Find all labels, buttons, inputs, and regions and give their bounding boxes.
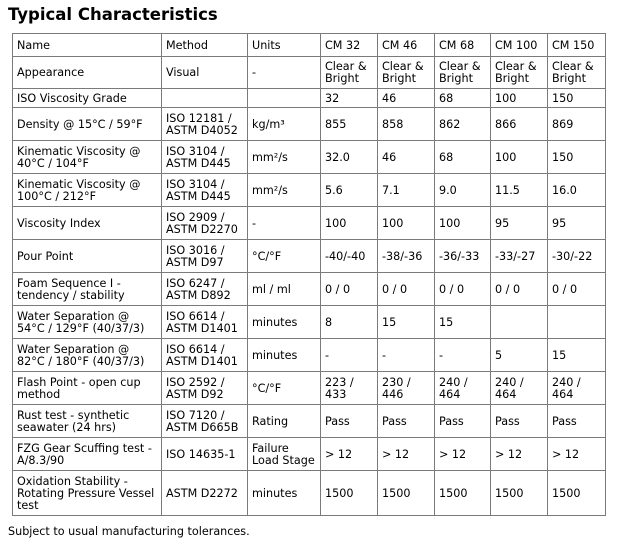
cell-cm46: 46 — [378, 89, 435, 108]
cell-cm100: 240 / 464 — [491, 372, 548, 405]
table-row — [13, 471, 606, 516]
table-row — [13, 306, 606, 339]
cell-cm68: 100 — [435, 207, 491, 240]
cell-cm100: 95 — [491, 207, 548, 240]
cell-cm68: 0 / 0 — [435, 273, 491, 306]
cell-name: Kinematic Viscosity @ 100°C / 212°F — [13, 174, 162, 207]
cell-name: Pour Point — [13, 240, 162, 273]
cell-cm100: 100 — [491, 141, 548, 174]
cell-method: ISO 14635-1 — [162, 438, 248, 471]
cell-cm68: > 12 — [435, 438, 491, 471]
table-row — [13, 438, 606, 471]
cell-cm46: 46 — [378, 141, 435, 174]
cell-cm68: 68 — [435, 141, 491, 174]
cell-units: - — [248, 57, 321, 89]
cell-cm32: > 12 — [321, 438, 378, 471]
table-row — [13, 273, 606, 306]
cell-cm46: 0 / 0 — [378, 273, 435, 306]
section-title: Typical Characteristics — [8, 5, 218, 24]
cell-name: Water Separation @ 54°C / 129°F (40/37/3) — [13, 306, 162, 339]
cell-cm100: 100 — [491, 89, 548, 108]
cell-cm68: -36/-33 — [435, 240, 491, 273]
cell-cm150: 1500 — [548, 471, 606, 516]
cell-method: ISO 6614 / ASTM D1401 — [162, 339, 248, 372]
cell-name: Rust test - synthetic seawater (24 hrs) — [13, 405, 162, 438]
cell-cm32: -40/-40 — [321, 240, 378, 273]
cell-cm46: 858 — [378, 108, 435, 141]
cell-cm100 — [491, 306, 548, 339]
cell-units: °C/°F — [248, 240, 321, 273]
cell-cm46: Clear & Bright — [378, 57, 435, 89]
table-row — [13, 240, 606, 273]
cell-cm32: - — [321, 339, 378, 372]
cell-cm46: > 12 — [378, 438, 435, 471]
cell-method: ISO 2909 / ASTM D2270 — [162, 207, 248, 240]
cell-cm100: 866 — [491, 108, 548, 141]
cell-cm150: 16.0 — [548, 174, 606, 207]
cell-name: Water Separation @ 82°C / 180°F (40/37/3) — [13, 339, 162, 372]
cell-name: Flash Point - open cup method — [13, 372, 162, 405]
cell-cm150: 869 — [548, 108, 606, 141]
table-row — [13, 89, 606, 108]
cell-cm150: 95 — [548, 207, 606, 240]
cell-method: ASTM D2272 — [162, 471, 248, 516]
cell-name: Density @ 15°C / 59°F — [13, 108, 162, 141]
cell-method: ISO 3104 / ASTM D445 — [162, 141, 248, 174]
cell-cm32: Pass — [321, 405, 378, 438]
cell-cm32: 855 — [321, 108, 378, 141]
cell-cm100: 0 / 0 — [491, 273, 548, 306]
cell-cm68: 9.0 — [435, 174, 491, 207]
table-row — [13, 174, 606, 207]
cell-name: Oxidation Stability - Rotating Pressure Vessel test — [13, 471, 162, 516]
cell-cm68: Clear & Bright — [435, 57, 491, 89]
header-cell-name: Name — [13, 34, 162, 57]
table-row — [13, 141, 606, 174]
cell-units: minutes — [248, 471, 321, 516]
header-cell-cm100: CM 100 — [491, 34, 548, 57]
cell-cm46: 230 / 446 — [378, 372, 435, 405]
cell-cm46: 15 — [378, 306, 435, 339]
header-cell-cm32: CM 32 — [321, 34, 378, 57]
cell-method: ISO 7120 / ASTM D665B — [162, 405, 248, 438]
table-row — [13, 339, 606, 372]
cell-units: mm²/s — [248, 174, 321, 207]
cell-cm68: 1500 — [435, 471, 491, 516]
cell-cm32: 5.6 — [321, 174, 378, 207]
cell-cm46: -38/-36 — [378, 240, 435, 273]
cell-cm150: 240 / 464 — [548, 372, 606, 405]
cell-cm68: 15 — [435, 306, 491, 339]
cell-cm100: > 12 — [491, 438, 548, 471]
cell-method: ISO 2592 / ASTM D92 — [162, 372, 248, 405]
cell-cm150: 15 — [548, 339, 606, 372]
cell-units: minutes — [248, 339, 321, 372]
cell-units: °C/°F — [248, 372, 321, 405]
cell-units: - — [248, 207, 321, 240]
cell-units: minutes — [248, 306, 321, 339]
cell-units: Failure Load Stage — [248, 438, 321, 471]
header-cell-method: Method — [162, 34, 248, 57]
cell-cm100: Pass — [491, 405, 548, 438]
table-row — [13, 405, 606, 438]
cell-cm32: 32.0 — [321, 141, 378, 174]
cell-units: Rating — [248, 405, 321, 438]
cell-cm68: 68 — [435, 89, 491, 108]
table-row — [13, 372, 606, 405]
cell-method: ISO 6247 / ASTM D892 — [162, 273, 248, 306]
cell-method: ISO 6614 / ASTM D1401 — [162, 306, 248, 339]
cell-cm32: 1500 — [321, 471, 378, 516]
cell-cm46: 100 — [378, 207, 435, 240]
header-cell-units: Units — [248, 34, 321, 57]
header-cell-cm46: CM 46 — [378, 34, 435, 57]
cell-units: kg/m³ — [248, 108, 321, 141]
table-row — [13, 108, 606, 141]
cell-cm150: 150 — [548, 141, 606, 174]
cell-name: FZG Gear Scuffing test - A/8.3/90 — [13, 438, 162, 471]
cell-cm68: 240 / 464 — [435, 372, 491, 405]
cell-cm32: 223 / 433 — [321, 372, 378, 405]
cell-units: ml / ml — [248, 273, 321, 306]
cell-cm150: > 12 — [548, 438, 606, 471]
cell-cm32: 8 — [321, 306, 378, 339]
cell-cm150: Pass — [548, 405, 606, 438]
header-cell-cm150: CM 150 — [548, 34, 606, 57]
cell-name: Kinematic Viscosity @ 40°C / 104°F — [13, 141, 162, 174]
cell-cm46: Pass — [378, 405, 435, 438]
cell-method: ISO 3016 / ASTM D97 — [162, 240, 248, 273]
table-row — [13, 57, 606, 89]
cell-cm46: - — [378, 339, 435, 372]
cell-cm100: 5 — [491, 339, 548, 372]
cell-method: ISO 3104 / ASTM D445 — [162, 174, 248, 207]
cell-cm46: 7.1 — [378, 174, 435, 207]
cell-method: ISO 12181 / ASTM D4052 — [162, 108, 248, 141]
cell-cm68: Pass — [435, 405, 491, 438]
cell-cm32: 100 — [321, 207, 378, 240]
table-row — [13, 207, 606, 240]
cell-method — [162, 89, 248, 108]
footnote: Subject to usual manufacturing tolerances. — [8, 525, 250, 538]
cell-name: ISO Viscosity Grade — [13, 89, 162, 108]
cell-cm150 — [548, 306, 606, 339]
cell-cm150: 150 — [548, 89, 606, 108]
cell-cm68: - — [435, 339, 491, 372]
table-header-row — [13, 34, 606, 57]
cell-cm32: 32 — [321, 89, 378, 108]
cell-cm46: 1500 — [378, 471, 435, 516]
header-cell-cm68: CM 68 — [435, 34, 491, 57]
cell-name: Appearance — [13, 57, 162, 89]
cell-cm32: 0 / 0 — [321, 273, 378, 306]
cell-cm150: -30/-22 — [548, 240, 606, 273]
cell-cm100: Clear & Bright — [491, 57, 548, 89]
cell-cm150: 0 / 0 — [548, 273, 606, 306]
cell-name: Viscosity Index — [13, 207, 162, 240]
cell-cm32: Clear & Bright — [321, 57, 378, 89]
cell-cm150: Clear & Bright — [548, 57, 606, 89]
cell-name: Foam Sequence I - tendency / stability — [13, 273, 162, 306]
cell-cm100: 11.5 — [491, 174, 548, 207]
cell-cm100: -33/-27 — [491, 240, 548, 273]
cell-units: mm²/s — [248, 141, 321, 174]
cell-units — [248, 89, 321, 108]
cell-cm68: 862 — [435, 108, 491, 141]
characteristics-table — [12, 33, 606, 516]
cell-method: Visual — [162, 57, 248, 89]
cell-cm100: 1500 — [491, 471, 548, 516]
